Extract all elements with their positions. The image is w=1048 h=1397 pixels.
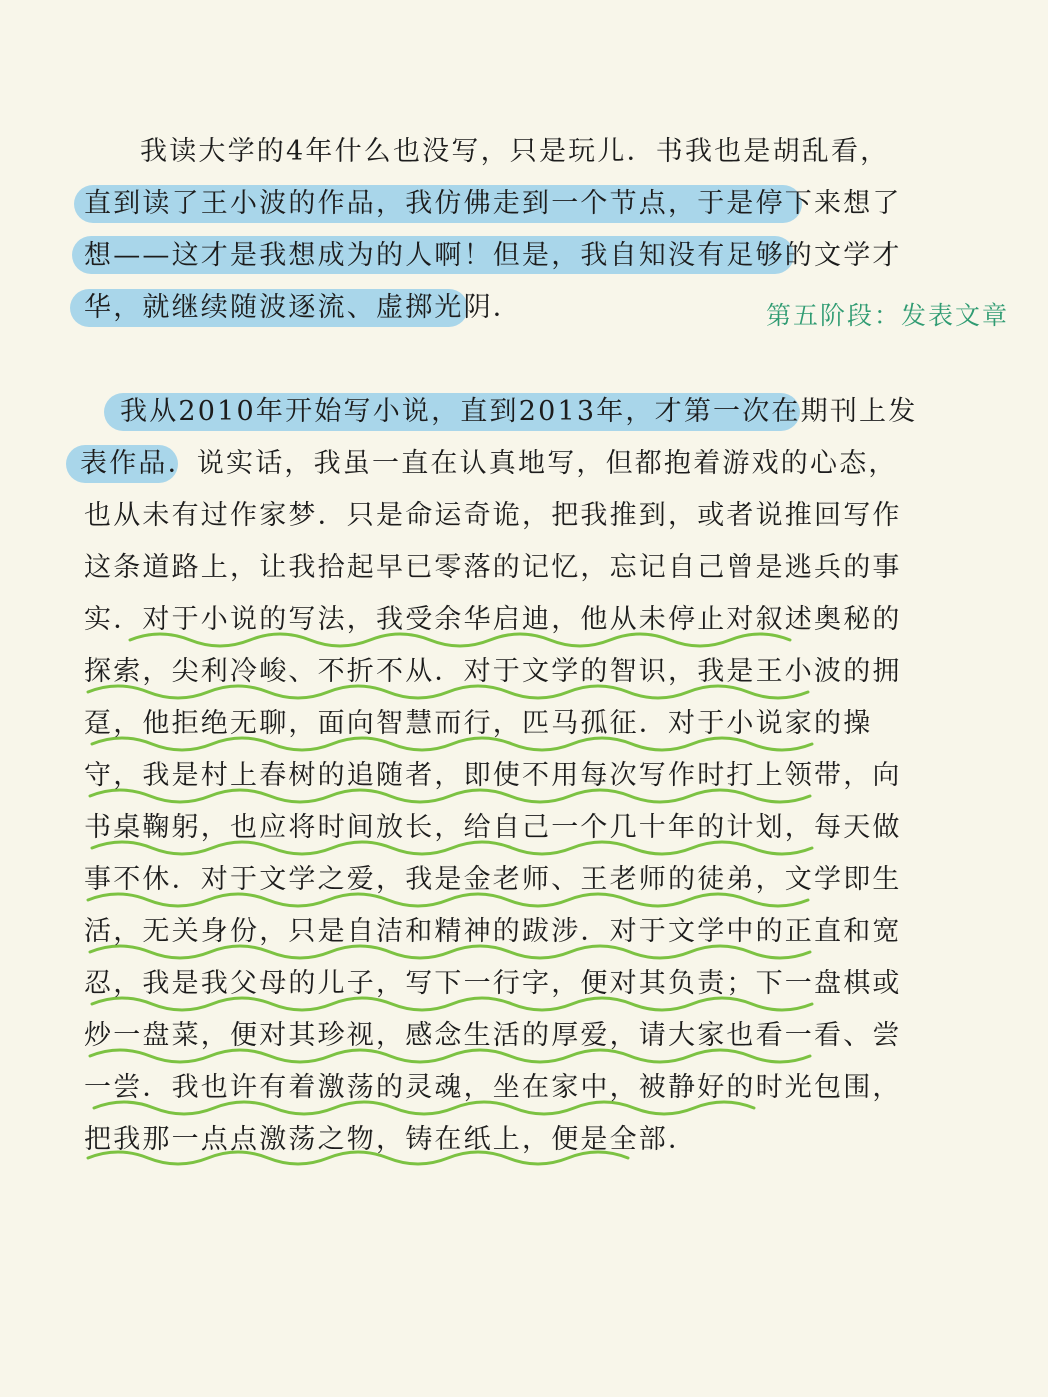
paragraph-2-line: 活，无关身份，只是自洁和精神的跋涉．对于文学中的正直和宽 — [84, 916, 902, 947]
paragraph-2-line: 炒一盘菜，便对其珍视，感念生活的厚爱，请大家也看一看、尝 — [84, 1020, 902, 1051]
paragraph-2-line: 实．对于小说的写法，我受余华启迪，他从未停止对叙述奥秘的 — [84, 604, 902, 635]
highlighted-phrase: 表作品． — [80, 448, 197, 479]
paragraph-2-text: 说实话，我虽一直在认真地写，但都抱着游戏的心态， — [196, 448, 898, 479]
paragraph-2-line — [80, 444, 898, 484]
paragraph-1-line: 我读大学的4年什么也没写，只是玩儿．书我也是胡乱看， — [140, 136, 890, 167]
section-label: 第五阶段：发表文章 — [766, 301, 1010, 330]
paragraph-2-line: 把我那一点点激荡之物，铸在纸上，便是全部． — [84, 1124, 698, 1155]
paragraph-2-line: 忍，我是我父母的儿子，写下一行字，便对其负责；下一盘棋或 — [84, 968, 902, 999]
paragraph-1-line: 华，就继续随波逐流、虚掷光阴． — [84, 292, 522, 323]
paragraph-2-line: 守，我是村上春树的追随者，即使不用每次写作时打上领带，向 — [84, 760, 902, 791]
paragraph-2-line: 探索，尖利冷峻、不折不从．对于文学的智识，我是王小波的拥 — [84, 656, 902, 687]
paragraph-2-line: 事不休．对于文学之爱，我是金老师、王老师的徒弟，文学即生 — [84, 864, 902, 895]
paragraph-2-line: 也从未有过作家梦．只是命运奇诡，把我推到，或者说推回写作 — [84, 500, 902, 531]
paragraph-2-line: 这条道路上，让我拾起早已零落的记忆，忘记自己曾是逃兵的事 — [84, 552, 902, 583]
paragraph-2-line: 一尝．我也许有着激荡的灵魂，坐在家中，被静好的时光包围， — [84, 1072, 902, 1103]
paragraph-1-line: 直到读了王小波的作品，我仿佛走到一个节点，于是停下来想了 — [84, 188, 902, 219]
paragraph-2-line: 书桌鞠躬，也应将时间放长，给自己一个几十年的计划，每天做 — [84, 812, 902, 843]
paragraph-1-line: 想——这才是我想成为的人啊！但是，我自知没有足够的文学才 — [84, 240, 902, 271]
paragraph-2-line: 我从2010年开始写小说，直到2013年，才第一次在期刊上发 — [120, 396, 918, 427]
paragraph-2-line: 趸，他拒绝无聊，面向智慧而行，匹马孤征．对于小说家的操 — [84, 708, 873, 739]
